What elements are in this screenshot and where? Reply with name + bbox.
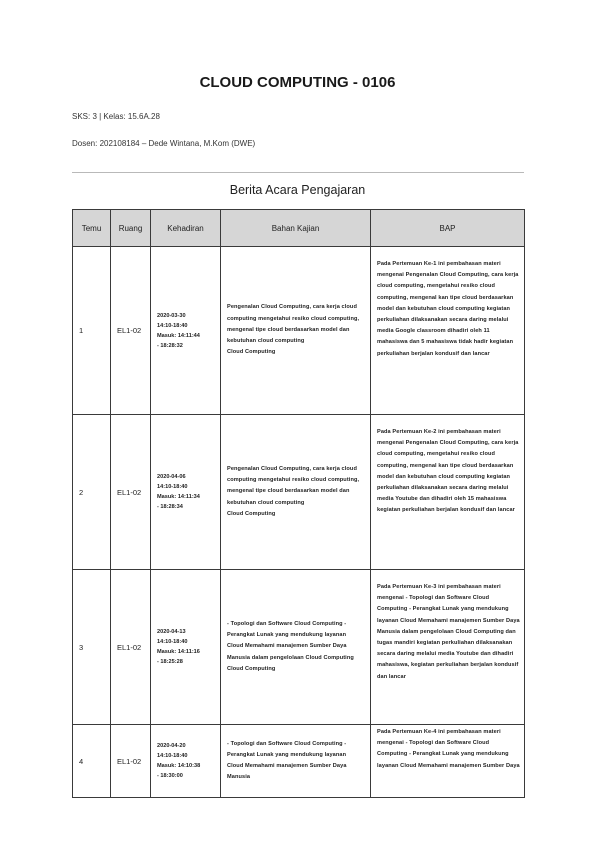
sks-kelas-line: SKS: 3 | Kelas: 15.6A.28 (72, 112, 160, 121)
col-header-temu: Temu (73, 210, 111, 247)
cell-bahan-kajian: - Topologi dan Software Cloud Computing - Perangkat Lunak yang mendukung layanan Cloud Memahami manajemen Sumber Daya Manusia (221, 725, 371, 798)
cell-bahan-kajian: Pengenalan Cloud Computing, cara kerja cloud computing mengetahui resiko cloud computing, mengenal tipe cloud berdasarkan model dan kebutuhan cloud computing Cloud Computing (221, 415, 371, 570)
cell-temu: 4 (73, 725, 111, 798)
cell-ruang: EL1-02 (111, 570, 151, 725)
cell-kehadiran: 2020-04-20 14:10-18:40 Masuk: 14:10:38 - 18:30:00 (151, 725, 221, 798)
col-header-bap: BAP (371, 210, 525, 247)
page-title: CLOUD COMPUTING - 0106 (199, 74, 396, 91)
cell-temu: 1 (73, 247, 111, 415)
cell-bap: Pada Pertemuan Ke-4 ini pembahasan materi mengenai - Topologi dan Software Cloud Computing - Perangkat Lunak yang mendukung layanan Cloud Memahami manajemen Sumber Daya (371, 725, 525, 798)
table-row (73, 415, 525, 570)
col-header-kehadiran: Kehadiran (151, 210, 221, 247)
cell-kehadiran: 2020-04-13 14:10-18:40 Masuk: 14:11:16 - 18:25:28 (151, 570, 221, 725)
table-header-row (73, 210, 525, 247)
dosen-line: Dosen: 202108184 – Dede Wintana, M.Kom (DWE) (72, 139, 256, 148)
cell-bap: Pada Pertemuan Ke-2 ini pembahasan materi mengenai Pengenalan Cloud Computing, cara kerja cloud computing, mengetahui resiko cloud computing, mengenal kan tipe cloud berdasarkan model dan kebutuhan cloud computing kegiatan perkuliahan dilaksanakan secara daring melalui media Youtube dan dihadiri oleh 15 mahasiswa kegiatan perkuliahan berjalan kondusif dan lancar (371, 415, 525, 570)
bap-table (72, 209, 525, 798)
table-row (73, 725, 525, 798)
cell-bahan-kajian: Pengenalan Cloud Computing, cara kerja cloud computing mengetahui resiko cloud computing, mengenal tipe cloud berdasarkan model dan kebutuhan cloud computing Cloud Computing (221, 247, 371, 415)
col-header-bahan-kajian: Bahan Kajian (221, 210, 371, 247)
cell-ruang: EL1-02 (111, 725, 151, 798)
cell-ruang: EL1-02 (111, 247, 151, 415)
cell-bahan-kajian: - Topologi dan Software Cloud Computing - Perangkat Lunak yang mendukung layanan Cloud Memahami manajemen Sumber Daya Manusia dalam pengelolaan Cloud Computing Cloud Computing (221, 570, 371, 725)
cell-kehadiran: 2020-04-06 14:10-18:40 Masuk: 14:11:34 - 18:28:34 (151, 415, 221, 570)
table-row (73, 247, 525, 415)
cell-temu: 3 (73, 570, 111, 725)
table-row (73, 570, 525, 725)
divider (72, 172, 524, 173)
cell-bap: Pada Pertemuan Ke-1 ini pembahasan materi mengenai Pengenalan Cloud Computing, cara kerja cloud computing, mengetahui resiko cloud computing, mengenal kan tipe cloud berdasarkan model dan kebutuhan cloud computing kegiatan perkuliahan dilaksanakan secara daring melalui media Google classroom dihadiri oleh 11 mahasiswa dan 5 mahasiswa tidak hadir kegiatan perkuliahan berjalan kondusif dan lancar (371, 247, 525, 415)
cell-temu: 2 (73, 415, 111, 570)
section-title: Berita Acara Pengajaran (229, 183, 366, 197)
cell-bap: Pada Pertemuan Ke-3 ini pembahasan materi mengenai - Topologi dan Software Cloud Computing - Perangkat Lunak yang mendukung layanan Cloud Memahami manajemen Sumber Daya Manusia dalam pengelolaan Cloud Computing dan tugas mandiri kegiatan perkuliahan dilaksanakan secara daring melalui media Youtube dan dihadiri mahasiswa, kegiatan perkuliahan berjalan kondusif dan lancar (371, 570, 525, 725)
cell-ruang: EL1-02 (111, 415, 151, 570)
cell-kehadiran: 2020-03-30 14:10-18:40 Masuk: 14:11:44 - 18:28:32 (151, 247, 221, 415)
col-header-ruang: Ruang (111, 210, 151, 247)
